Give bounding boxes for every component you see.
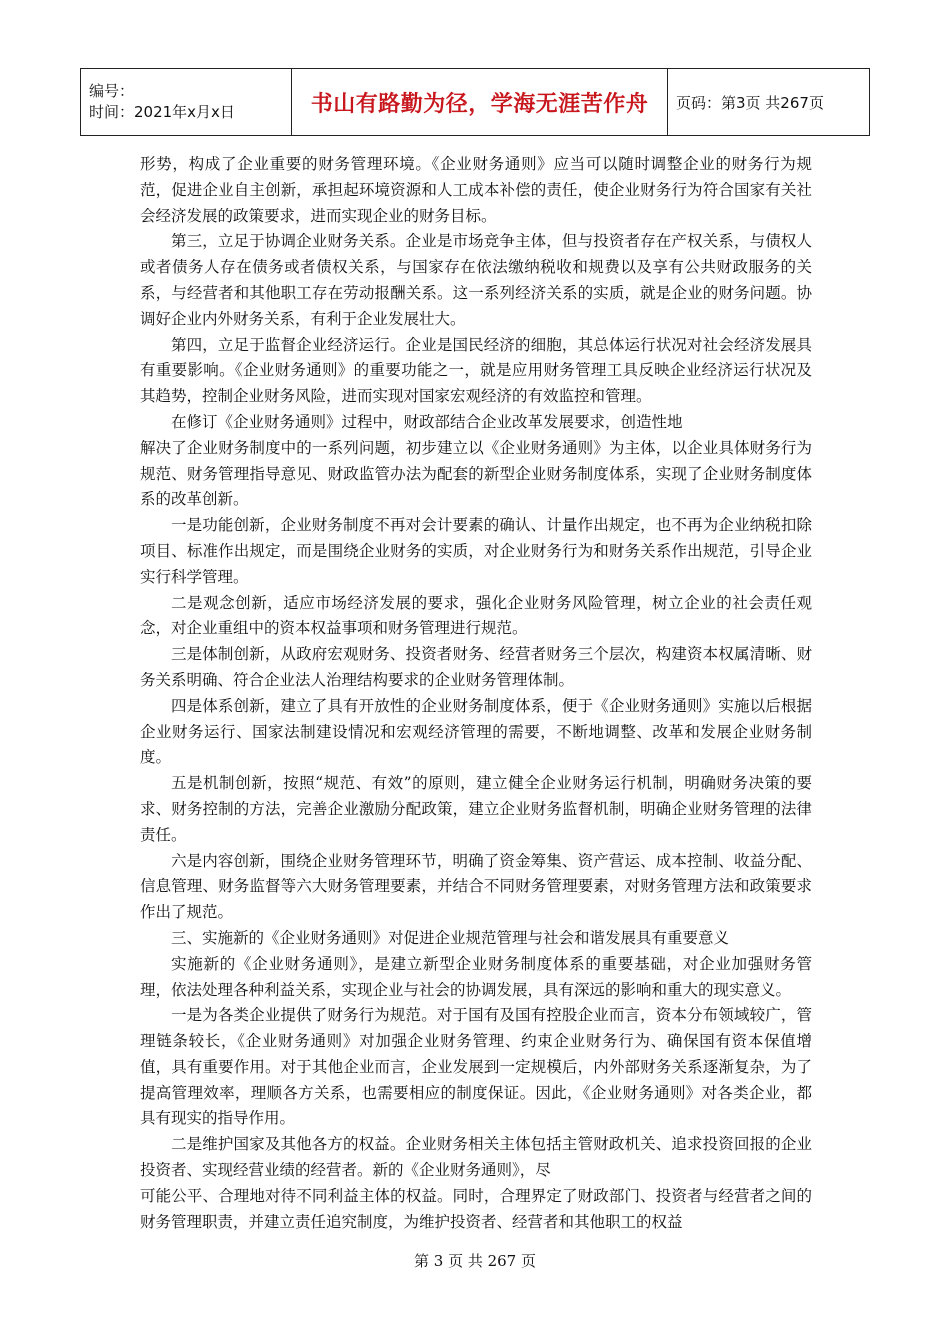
paragraph: 二是观念创新，适应市场经济发展的要求，强化企业财务风险管理，树立企业的社会责任观念，对企业重组中的资本权益事项和财务管理进行规范。 — [140, 593, 812, 638]
paragraph: 第四，立足于监督企业经济运行。企业是国民经济的细胞，其总体运行状况对社会经济发展具有重要影响。《企业财务通则》的重要功能之一，就是应用财务管理工具反映企业经济运行状况及其趋势，控制企业财务风险，进而实现对国家宏观经济的有效监控和管理。 — [140, 335, 812, 406]
document-header — [80, 68, 870, 136]
paragraph: 一是功能创新，企业财务制度不再对会计要素的确认、计量作出规定，也不再为企业纳税扣除项目、标准作出规定，而是围绕企业财务的实质，对企业财务行为和财务关系作出规范，引导企业实行科学管理。 — [140, 516, 812, 586]
paragraph: 解决了企业财务制度中的一系列问题，初步建立以《企业财务通则》为主体，以企业具体财务行为规范、财务管理指导意见、财政监管办法为配套的新型企业财务制度体系，实现了企业财务制度体系的改革创新。 — [140, 438, 812, 509]
paragraph: 三是体制创新，从政府宏观财务、投资者财务、经营者财务三个层次，构建资本权属清晰、财务关系明确、符合企业法人治理结构要求的企业财务管理体制。 — [140, 645, 812, 689]
paragraph: 一是为各类企业提供了财务行为规范。对于国有及国有控股企业而言，资本分布领域较广，管理链条较长，《企业财务通则》对加强企业财务管理、约束企业财务行为、确保国有资本保值增值，具有重要作用。对于其他企业而言，企业发展到一定规模后，内外部财务关系逐渐复杂，为了提高管理效率，理顺各方关系，也需要相应的制度保证。因此，《企业财务通则》对各类企业，都具有现实的指导作用。 — [140, 1006, 812, 1128]
paragraph: 四是体系创新，建立了具有开放性的企业财务制度体系，便于《企业财务通则》实施以后根据企业财务运行、国家法制建设情况和宏观经济管理的需要，不断地调整、改革和发展企业财务制度。 — [140, 696, 812, 767]
section-heading: 三、实施新的《企业财务通则》对促进企业规范管理与社会和谐发展具有重要意义 — [171, 928, 730, 947]
time-label: 时间：2021年x月x日 — [89, 103, 235, 121]
header-page-info: 页码：第3页 共267页 — [668, 69, 870, 136]
document-body — [140, 152, 812, 1235]
header-meta — [81, 69, 292, 136]
paragraph: 六是内容创新，围绕企业财务管理环节，明确了资金筹集、资产营运、成本控制、收益分配、信息管理、财务监督等六大财务管理要素，并结合不同财务管理要素，对财务管理方法和政策要求作出了规范。 — [140, 851, 812, 922]
page-footer: 第 3 页 共 267 页 — [413, 1252, 536, 1270]
paragraph: 可能公平、合理地对待不同利益主体的权益。同时，合理界定了财政部门、投资者与经营者之间的财务管理职责，并建立责任追究制度，为维护投资者、经营者和其他职工的权益 — [140, 1186, 812, 1231]
paragraph: 五是机制创新，按照“规范、有效”的原则，建立健全企业财务运行机制，明确财务决策的要求、财务控制的方法，完善企业激励分配政策，建立企业财务监督机制，明确企业财务管理的法律责任。 — [140, 774, 812, 844]
paragraph: 实施新的《企业财务通则》，是建立新型企业财务制度体系的重要基础，对企业加强财务管理，依法处理各种利益关系，实现企业与社会的协调发展，具有深远的影响和重大的现实意义。 — [140, 954, 812, 999]
header-motto: 书山有路勤为径，学海无涯苦作舟 — [292, 69, 668, 136]
paragraph: 形势，构成了企业重要的财务管理环境。《企业财务通则》应当可以随时调整企业的财务行为规范，促进企业自主创新，承担起环境资源和人工成本补偿的责任，使企业财务行为符合国家有关社会经济发展的政策要求，进而实现企业的财务目标。 — [140, 155, 812, 225]
paragraph: 二是维护国家及其他各方的权益。企业财务相关主体包括主管财政机关、追求投资回报的企业投资者、实现经营业绩的经营者。新的《企业财务通则》，尽 — [140, 1135, 812, 1180]
paragraph: 在修订《企业财务通则》过程中，财政部结合企业改革发展要求，创造性地 — [171, 412, 683, 431]
paragraph: 第三，立足于协调企业财务关系。企业是市场竞争主体，但与投资者存在产权关系，与债权人或者债务人存在债务或者债权关系，与国家存在依法缴纳税收和规费以及享有公共财政服务的关系，与经营者和其他职工存在劳动报酬关系。这一系列经济关系的实质，就是企业的财务问题。协调好企业内外财务关系，有利于企业发展壮大。 — [140, 232, 812, 328]
number-label: 编号： — [89, 82, 135, 100]
